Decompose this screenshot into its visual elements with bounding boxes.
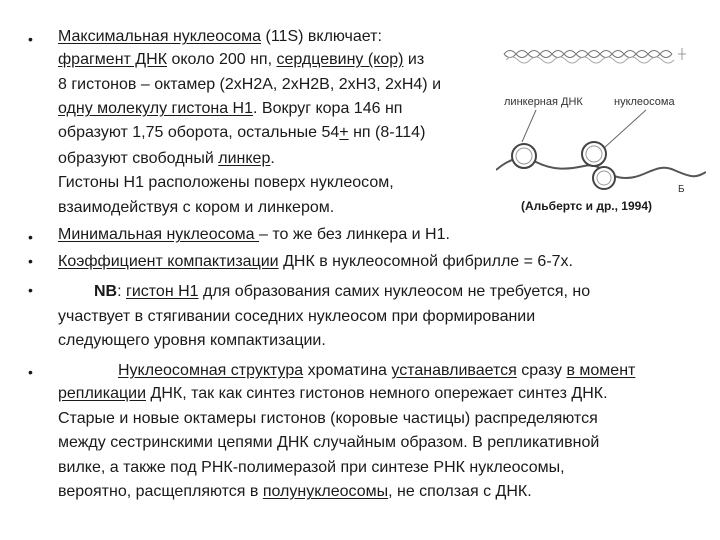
- bullet-1-line-7: [58, 172, 394, 194]
- text-span: между сестринскими цепями ДНК случайным образом. В репликативной: [58, 434, 600, 451]
- bullet-1-line-2: [58, 49, 424, 71]
- bullet-marker: •: [28, 364, 33, 380]
- text-span: – то же без линкера и Н1.: [259, 226, 450, 243]
- panel-letter: Б: [678, 184, 685, 195]
- text-span: 8 гистонов – октамер (2хН2А, 2хН2В, 2хН3, 2хН4) и: [58, 76, 442, 93]
- text-span: сердцевину (кор): [276, 51, 404, 68]
- text-span: сразу: [516, 362, 567, 379]
- text-span: :: [117, 283, 126, 300]
- text-span: Старые и новые октамеры гистонов (коровые частицы) распределяются: [58, 410, 598, 427]
- bullet-5-line-4: [58, 432, 599, 454]
- nucleosome-diagram: [496, 38, 706, 198]
- text-span: полунуклеосомы: [262, 483, 389, 500]
- bullet-1-line-3: [58, 74, 441, 96]
- bullet-2-line-1: [58, 224, 450, 246]
- bullet-4-line-3: [58, 330, 326, 352]
- bullet-5-line-1: [118, 360, 635, 382]
- text-span: в момент: [566, 362, 636, 379]
- text-span: взаимодействуя с кором и линкером.: [58, 199, 335, 216]
- bullet-1-line-1: [58, 26, 382, 48]
- linker-dna-label: линкерная ДНК: [504, 96, 583, 108]
- bullet-5-line-5: [58, 457, 565, 479]
- bullet-marker: •: [28, 282, 33, 298]
- dna-helix-icon: [504, 51, 674, 64]
- bullet-marker: •: [28, 31, 33, 47]
- text-span: Нуклеосомная структура: [118, 362, 304, 379]
- text-span: из: [403, 51, 425, 68]
- text-span: репликации: [58, 385, 147, 402]
- bullet-1-line-4: [58, 98, 402, 120]
- text-span: следующего уровня компактизации.: [58, 332, 326, 349]
- bullet-4-line-1: [94, 281, 590, 303]
- text-span: +: [339, 124, 349, 141]
- scale-mark-icon: [678, 48, 686, 60]
- text-span: образуют свободный: [58, 150, 219, 167]
- bullet-1-line-5: [58, 122, 425, 144]
- text-span: .: [270, 150, 275, 167]
- text-span: Коэффициент компактизации: [58, 253, 279, 270]
- text-span: , не сползая с ДНК.: [388, 483, 532, 500]
- text-span: вероятно, расщепляются в: [58, 483, 263, 500]
- bullet-1-line-8: [58, 197, 334, 219]
- nucleosome-label: нуклеосома: [614, 96, 675, 108]
- bullet-marker: •: [28, 253, 33, 269]
- text-span: (11S) включает:: [261, 28, 382, 45]
- text-span: Минимальная нуклеосома: [58, 226, 260, 243]
- linker-leader-line: [522, 110, 536, 142]
- bullet-marker: •: [28, 229, 33, 245]
- bullet-5-line-2: [58, 383, 608, 405]
- text-span: NB: [94, 283, 118, 300]
- text-span: участвует в стягивании соседних нуклеосом при формировании: [58, 308, 536, 325]
- text-span: фрагмент ДНК: [58, 51, 168, 68]
- text-span: Гистоны Н1 расположены поверх нуклеосом,: [58, 174, 394, 191]
- nucleosome-bead-icon: [582, 142, 606, 166]
- bullet-1-line-6: [58, 148, 275, 170]
- text-span: устанавливается: [391, 362, 517, 379]
- text-span: ДНК в нуклеосомной фибрилле = 6-7х.: [278, 253, 573, 270]
- nucleosome-figure: [496, 38, 706, 198]
- text-span: нп (8-114): [348, 124, 426, 141]
- text-span: . Вокруг кора 146 нп: [253, 100, 403, 117]
- text-span: линкер: [218, 150, 271, 167]
- text-span: для образования самих нуклеосом не требуется, но: [198, 283, 591, 300]
- bullet-4-line-2: [58, 306, 535, 328]
- nucleosome-bead-icon: [512, 144, 536, 168]
- text-span: ДНК, так как синтез гистонов немного опережает синтез ДНК.: [146, 385, 608, 402]
- text-span: Максимальная нуклеосома: [58, 28, 262, 45]
- nucleosome-bead-icon: [593, 167, 615, 189]
- text-span: вилке, а также под РНК-полимеразой при синтезе РНК нуклеосомы,: [58, 459, 565, 476]
- text-span: около 200 нп,: [167, 51, 277, 68]
- nucleosome-leader-line: [604, 110, 646, 148]
- bullet-5-line-6: [58, 481, 532, 503]
- bullet-3-line-1: [58, 251, 573, 273]
- text-span: образуют 1,75 оборота, остальные 54: [58, 124, 340, 141]
- text-span: хроматина: [303, 362, 392, 379]
- text-span: гистон Н1: [126, 283, 199, 300]
- bullet-5-line-3: [58, 408, 598, 430]
- text-span: одну молекулу гистона Н1: [58, 100, 254, 117]
- figure-caption: (Альбертс и др., 1994): [521, 199, 652, 213]
